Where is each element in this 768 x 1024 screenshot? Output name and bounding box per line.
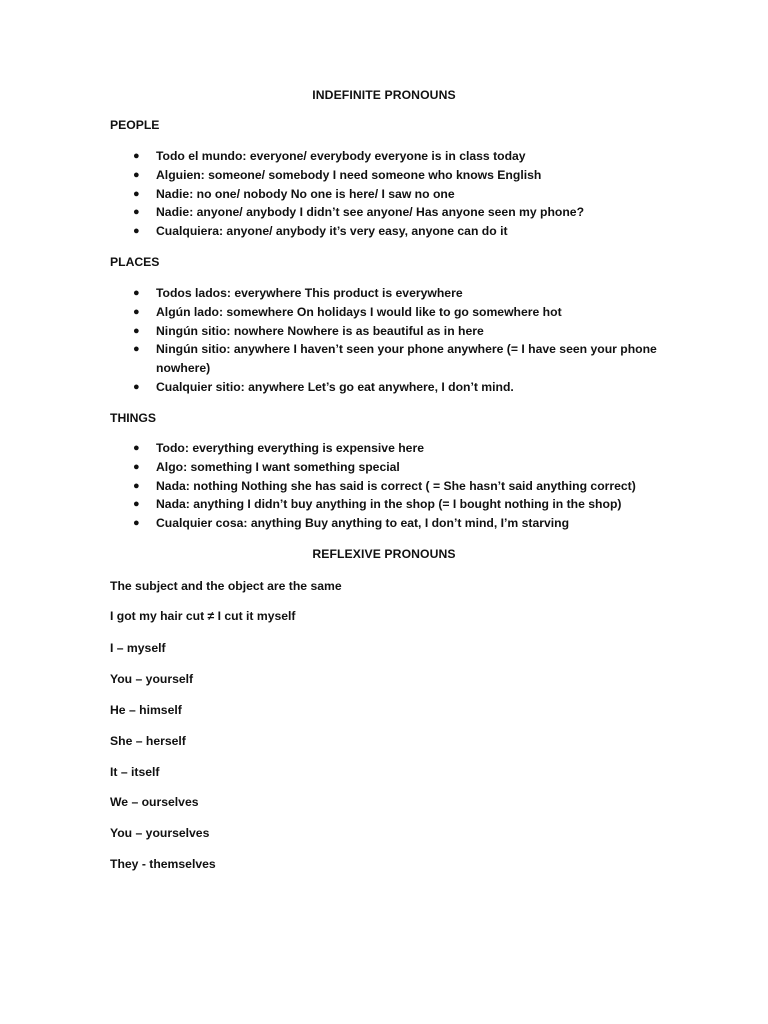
bullet-icon: ●	[133, 225, 140, 238]
reflexive-line: You – yourselves	[110, 826, 210, 840]
bullet-icon: ●	[133, 206, 140, 219]
list-item: ● Todos lados: everywhere This product is everywhere	[0, 284, 768, 303]
section-heading-places: PLACES	[110, 255, 160, 269]
places-list	[0, 284, 768, 397]
bullet-icon: ●	[133, 168, 140, 181]
list-item: ● Cualquier sitio: anywhere Let’s go eat anywhere, I don’t mind.	[0, 378, 768, 397]
bullet-icon: ●	[133, 287, 140, 299]
reflexive-line: The subject and the object are the same	[110, 579, 342, 593]
section-heading-things: THINGS	[110, 411, 157, 425]
reflexive-line: I got my hair cut ≠ I cut it myself	[110, 609, 296, 623]
reflexive-line: It – itself	[110, 765, 160, 779]
list-item: ● Nadie: no one/ nobody No one is here/ I saw no one	[0, 185, 768, 204]
list-item: ● Nada: anything I didn’t buy anything in the shop (= I bought nothing in the shop)	[0, 495, 768, 514]
reflexive-line: I – myself	[110, 641, 166, 655]
indefinite-pronouns-title: INDEFINITE PRONOUNS	[312, 88, 456, 102]
bullet-icon: ●	[133, 380, 140, 393]
list-item: ● Algún lado: somewhere On holidays I would like to go somewhere hot	[0, 303, 768, 322]
people-list	[0, 147, 768, 241]
bullet-icon: ●	[133, 187, 140, 200]
list-item: ● Alguien: someone/ somebody I need someone who knows English	[0, 166, 768, 185]
list-item: ● Cualquiera: anyone/ anybody it’s very easy, anyone can do it	[0, 222, 768, 241]
bullet-icon: ●	[133, 479, 140, 492]
reflexive-line: We – ourselves	[110, 795, 199, 809]
list-item: ● Todo el mundo: everyone/ everybody everyone is in class today	[0, 147, 768, 166]
list-item: ● Todo: everything everything is expensive here	[0, 439, 768, 458]
list-item: ● Nadie: anyone/ anybody I didn’t see anyone/ Has anyone seen my phone?	[0, 203, 768, 222]
bullet-icon: ●	[133, 460, 140, 473]
things-list	[0, 439, 768, 533]
list-item: ● Algo: something I want something special	[0, 458, 768, 477]
bullet-icon: ●	[133, 442, 140, 454]
section-heading-people: PEOPLE	[110, 118, 160, 132]
reflexive-line: They - themselves	[110, 857, 216, 871]
bullet-icon: ●	[133, 324, 140, 337]
bullet-icon: ●	[133, 150, 140, 162]
list-item: ● Nada: nothing Nothing she has said is correct ( = She hasn’t said anything correct)	[0, 477, 768, 496]
reflexive-line: You – yourself	[110, 672, 194, 686]
bullet-icon: ●	[133, 498, 140, 511]
bullet-icon: ●	[133, 343, 140, 356]
reflexive-line: He – himself	[110, 703, 182, 717]
list-item: ● Ningún sitio: anywhere I haven’t seen your phone anywhere (= I have seen your phone nowhere)	[133, 342, 657, 376]
bullet-icon: ●	[133, 305, 140, 318]
reflexive-line: She – herself	[110, 734, 186, 748]
list-item: ● Cualquier cosa: anything Buy anything to eat, I don’t mind, I’m starving	[0, 514, 768, 533]
list-item: ● Ningún sitio: nowhere Nowhere is as beautiful as in here	[0, 322, 768, 341]
reflexive-pronouns-title: REFLEXIVE PRONOUNS	[312, 547, 456, 561]
bullet-icon: ●	[133, 517, 140, 530]
